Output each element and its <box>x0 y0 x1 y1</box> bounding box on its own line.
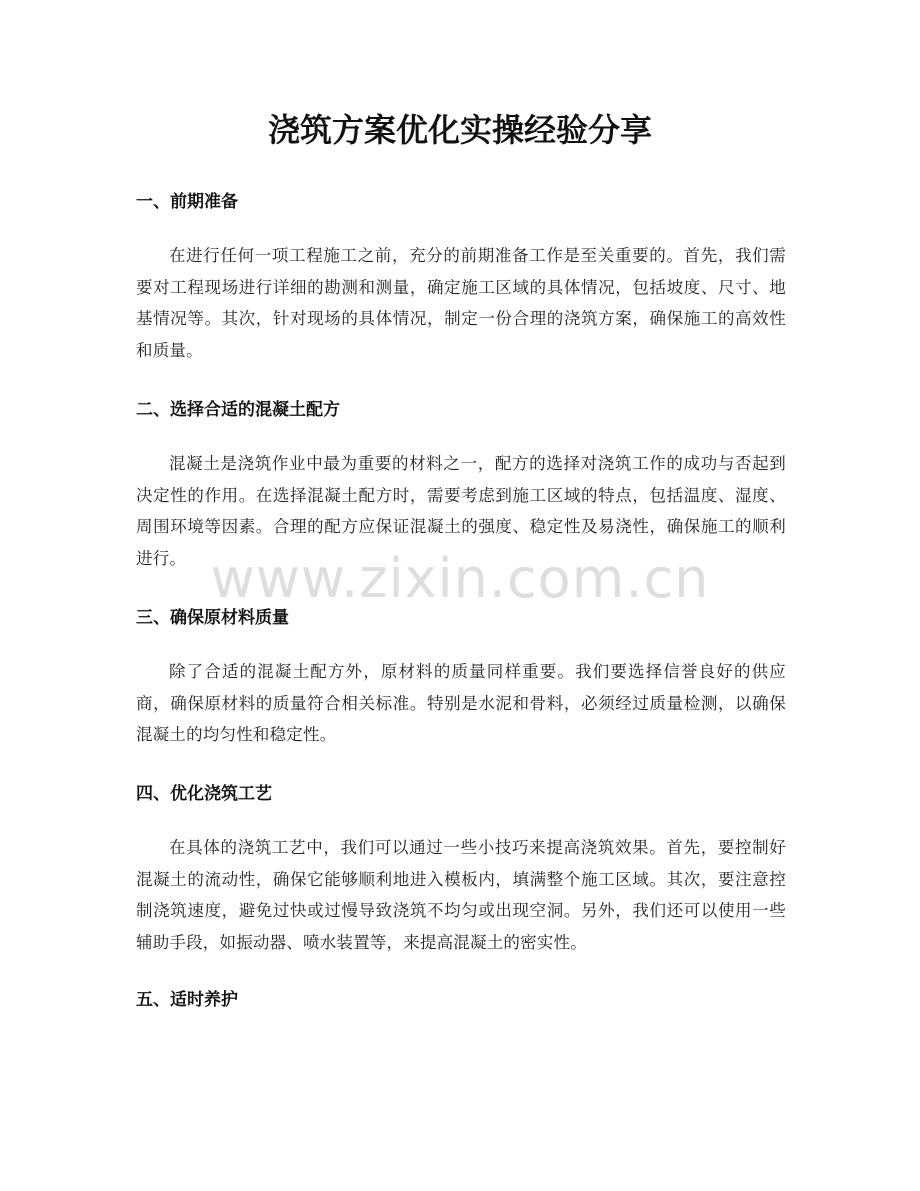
section-preparation <box>136 190 786 366</box>
section-paragraph: 在具体的浇筑工艺中，我们可以通过一些小技巧来提高浇筑效果。首先，要控制好混凝土的流动性，确保它能够顺利地进入模板内，填满整个施工区域。其次，要注意控制浇筑速度，避免过快或过慢导致浇筑不均匀或出现空洞。另外，我们还可以使用一些辅助手段，如振动器、喷水装置等，来提高混凝土的密实性。 <box>136 838 786 952</box>
section-heading: 二、选择合适的混凝土配方 <box>136 400 340 420</box>
document-title: 浇筑方案优化实操经验分享 <box>267 111 652 149</box>
section-heading: 五、适时养护 <box>136 990 238 1010</box>
section-heading: 一、前期准备 <box>136 192 238 212</box>
watermark: www.zixin.com.cn <box>210 547 710 610</box>
section-concrete-mix <box>136 398 786 574</box>
section-paragraph: 除了合适的混凝土配方外，原材料的质量同样重要。我们要选择信誉良好的供应商，确保原材料的质量符合相关标准。特别是水泥和骨料，必须经过质量检测，以确保混凝土的均匀性和稳定性。 <box>136 662 786 744</box>
section-heading: 三、确保原材料质量 <box>136 608 289 628</box>
section-pouring-process <box>136 782 786 958</box>
section-heading: 四、优化浇筑工艺 <box>136 784 272 804</box>
section-paragraph: 混凝土是浇筑作业中最为重要的材料之一，配方的选择对浇筑工作的成功与否起到决定性的作用。在选择混凝土配方时，需要考虑到施工区域的特点，包括温度、湿度、周围环境等因素。合理的配方应保证混凝土的强度、稳定性及易浇性，确保施工的顺利进行。 <box>136 454 786 568</box>
section-paragraph: 在进行任何一项工程施工之前，充分的前期准备工作是至关重要的。首先，我们需要对工程现场进行详细的勘测和测量，确定施工区域的具体情况，包括坡度、尺寸、地基情况等。其次，针对现场的具体情况，制定一份合理的浇筑方案，确保施工的高效性和质量。 <box>136 246 786 360</box>
section-material-quality <box>136 606 786 751</box>
section-curing <box>136 988 786 1012</box>
